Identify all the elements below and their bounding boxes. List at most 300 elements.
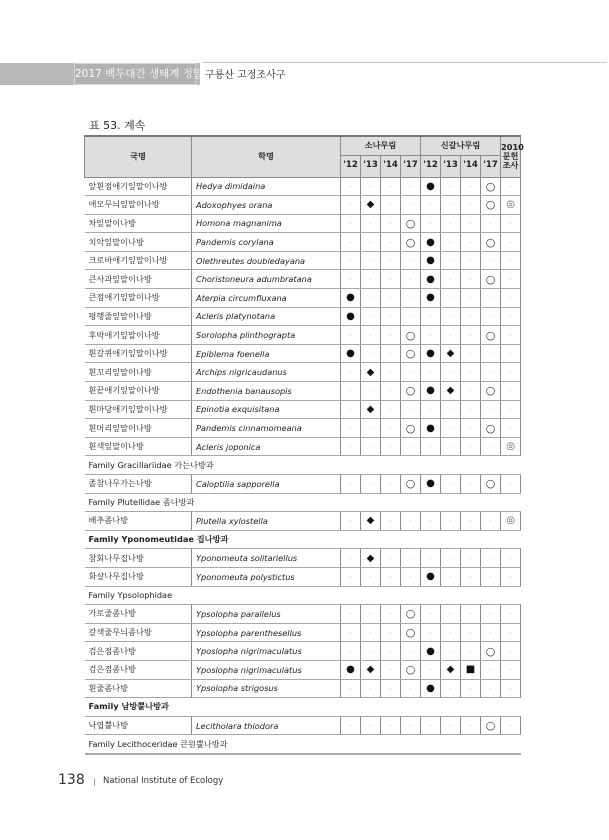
mark-cell — [381, 716, 401, 735]
filled-circle-icon: ● — [426, 422, 435, 434]
mark-cell — [421, 344, 441, 363]
filled-circle-icon: ● — [346, 664, 355, 676]
mark-cell — [381, 437, 401, 456]
none-mark: · — [429, 722, 432, 731]
none-mark: · — [349, 573, 352, 582]
none-mark: · — [409, 573, 412, 582]
mark-cell — [381, 214, 401, 233]
mark-cell — [461, 679, 481, 698]
none-mark: · — [509, 219, 512, 228]
mark-cell — [341, 326, 361, 345]
none-mark: · — [369, 573, 372, 582]
mark-cell — [361, 344, 381, 363]
scientific-name-cell: Choristoneura adumbratana — [192, 270, 341, 289]
none-mark: · — [509, 405, 512, 414]
col-header-pine-forest: 소나무림 — [341, 136, 421, 155]
mark-cell — [481, 214, 501, 233]
none-mark: · — [469, 201, 472, 210]
none-mark: · — [449, 238, 452, 247]
none-mark: · — [369, 610, 372, 619]
none-mark: · — [349, 443, 352, 452]
none-mark: · — [389, 257, 392, 266]
open-circle-icon: ○ — [405, 477, 416, 491]
mark-cell — [501, 605, 521, 624]
filled-circle-icon: ● — [426, 273, 435, 285]
none-mark: · — [509, 684, 512, 693]
mark-cell — [461, 475, 481, 494]
korean-name-cell: 앞흰점애기잎말이나방 — [85, 177, 192, 196]
filled-circle-icon: ● — [426, 255, 435, 267]
mark-cell — [501, 623, 521, 642]
filled-circle-icon: ● — [426, 645, 435, 657]
mark-cell — [481, 196, 501, 215]
none-mark: · — [469, 182, 472, 191]
mark-cell — [501, 233, 521, 252]
none-mark: · — [509, 350, 512, 359]
none-mark: · — [349, 629, 352, 638]
mark-cell — [361, 623, 381, 642]
none-mark: · — [349, 387, 352, 396]
none-mark: · — [509, 387, 512, 396]
korean-name-cell: 크로바애기잎말이나방 — [85, 251, 192, 270]
table-row — [85, 679, 521, 698]
year-header: '12 — [341, 155, 361, 177]
mark-cell — [361, 196, 381, 215]
none-mark: · — [389, 405, 392, 414]
scientific-name-cell: Ypsolopha parenthesellus — [192, 623, 341, 642]
family-label: Family Yponomeutidae 집나방과 — [85, 530, 521, 549]
scientific-name-cell: Yponomeuta solitariellus — [192, 549, 341, 568]
mark-cell — [401, 437, 421, 456]
none-mark: · — [409, 294, 412, 303]
table-row — [85, 716, 521, 735]
none-mark: · — [369, 331, 372, 340]
none-mark: · — [389, 647, 392, 656]
mark-cell — [401, 549, 421, 568]
mark-cell — [441, 567, 461, 586]
none-mark: · — [509, 331, 512, 340]
none-mark: · — [349, 219, 352, 228]
mark-cell — [481, 400, 501, 419]
scientific-name-cell: Acleris joponica — [192, 437, 341, 456]
mark-cell — [401, 177, 421, 196]
mark-cell — [421, 679, 441, 698]
none-mark: · — [349, 238, 352, 247]
mark-cell — [361, 233, 381, 252]
table-row — [85, 307, 521, 326]
korean-name-cell: 참회나무집나방 — [85, 549, 192, 568]
mark-cell — [381, 679, 401, 698]
lit-line-1: 2010 — [501, 141, 524, 152]
none-mark: · — [409, 275, 412, 284]
none-mark: · — [449, 610, 452, 619]
mark-cell — [481, 605, 501, 624]
mark-cell — [401, 660, 421, 679]
mark-cell — [481, 549, 501, 568]
mark-cell — [461, 177, 481, 196]
mark-cell — [421, 214, 441, 233]
none-mark: · — [409, 182, 412, 191]
mark-cell — [481, 363, 501, 382]
none-mark: · — [469, 387, 472, 396]
mark-cell — [421, 400, 441, 419]
mark-cell — [381, 623, 401, 642]
family-label: Family Ypsolophidae — [85, 586, 521, 605]
open-circle-icon: ○ — [485, 235, 496, 249]
table-row — [85, 177, 521, 196]
mark-cell — [441, 419, 461, 438]
none-mark: · — [449, 275, 452, 284]
mark-cell — [421, 196, 441, 215]
none-mark: · — [449, 443, 452, 452]
open-circle-icon: ○ — [405, 347, 416, 361]
mark-cell — [401, 307, 421, 326]
mark-cell — [421, 549, 441, 568]
mark-cell — [381, 344, 401, 363]
none-mark: · — [389, 387, 392, 396]
lit-line-3: 조사 — [502, 160, 519, 171]
none-mark: · — [469, 443, 472, 452]
none-mark: · — [389, 443, 392, 452]
scientific-name-cell: Plutella xylostella — [192, 512, 341, 531]
header-rule — [202, 62, 607, 63]
mark-cell — [461, 344, 481, 363]
none-mark: · — [389, 368, 392, 377]
family-row — [85, 698, 521, 717]
mark-cell — [421, 251, 441, 270]
mark-cell — [421, 363, 441, 382]
none-mark: · — [449, 368, 452, 377]
korean-name-cell: 낙엽뿔나방 — [85, 716, 192, 735]
mark-cell — [441, 400, 461, 419]
mark-cell — [341, 214, 361, 233]
korean-name-cell: 검은점좀나방 — [85, 660, 192, 679]
none-mark: · — [369, 443, 372, 452]
none-mark: · — [369, 294, 372, 303]
mark-cell — [481, 177, 501, 196]
mark-cell — [441, 642, 461, 661]
mark-cell — [481, 642, 501, 661]
filled-circle-icon: ● — [426, 682, 435, 694]
mark-cell — [361, 251, 381, 270]
mark-cell — [421, 307, 441, 326]
none-mark: · — [429, 517, 432, 526]
none-mark: · — [469, 554, 472, 563]
mark-cell — [341, 437, 361, 456]
filled-circle-icon: ● — [426, 478, 435, 490]
none-mark: · — [369, 219, 372, 228]
mark-cell — [461, 623, 481, 642]
korean-name-cell: 차잎말이나방 — [85, 214, 192, 233]
none-mark: · — [489, 554, 492, 563]
mark-cell — [341, 400, 361, 419]
family-row — [85, 586, 521, 605]
mark-cell — [401, 475, 421, 494]
mark-cell — [461, 605, 481, 624]
none-mark: · — [429, 201, 432, 210]
mark-cell — [361, 549, 381, 568]
mark-cell — [361, 419, 381, 438]
mark-cell — [481, 289, 501, 308]
none-mark: · — [429, 405, 432, 414]
mark-cell — [381, 419, 401, 438]
mark-cell — [461, 214, 481, 233]
mark-cell — [341, 344, 361, 363]
korean-name-cell: 흰끝애기잎말이나방 — [85, 382, 192, 401]
scientific-name-cell: Lecitholara thiodora — [192, 716, 341, 735]
mark-cell — [501, 642, 521, 661]
none-mark: · — [389, 294, 392, 303]
open-circle-icon: ○ — [405, 421, 416, 435]
none-mark: · — [449, 294, 452, 303]
mark-cell — [501, 679, 521, 698]
filled-circle-icon: ● — [426, 385, 435, 397]
mark-cell — [421, 382, 441, 401]
report-title: 2017 백두대간 생태계 정밀조사 — [74, 63, 196, 85]
none-mark: · — [509, 368, 512, 377]
mark-cell — [361, 382, 381, 401]
year-header: '12 — [421, 155, 441, 177]
none-mark: · — [389, 238, 392, 247]
mark-cell — [441, 679, 461, 698]
none-mark: · — [469, 294, 472, 303]
scientific-name-cell: Sorolopha plinthograpta — [192, 326, 341, 345]
none-mark: · — [469, 517, 472, 526]
mark-cell — [441, 270, 461, 289]
none-mark: · — [449, 629, 452, 638]
mark-cell — [501, 437, 521, 456]
mark-cell — [361, 716, 381, 735]
scientific-name-cell: Yposlopha nigrimaculatus — [192, 642, 341, 661]
mark-cell — [341, 660, 361, 679]
mark-cell — [341, 623, 361, 642]
none-mark: · — [509, 275, 512, 284]
none-mark: · — [409, 257, 412, 266]
open-circle-icon: ○ — [405, 235, 416, 249]
none-mark: · — [389, 629, 392, 638]
mark-cell — [421, 177, 441, 196]
scientific-name-cell: Hedya dimidaina — [192, 177, 341, 196]
filled-circle-icon: ● — [346, 310, 355, 322]
mark-cell — [461, 660, 481, 679]
mark-cell — [361, 400, 381, 419]
mark-cell — [401, 567, 421, 586]
diamond-icon: ◆ — [366, 664, 375, 676]
family-row — [85, 530, 521, 549]
year-header: '14 — [461, 155, 481, 177]
mark-cell — [341, 382, 361, 401]
none-mark: · — [449, 517, 452, 526]
filled-circle-icon: ● — [426, 571, 435, 583]
scientific-name-cell: Archips nigricaudanus — [192, 363, 341, 382]
table-row — [85, 660, 521, 679]
mark-cell — [501, 307, 521, 326]
none-mark: · — [469, 722, 472, 731]
none-mark: · — [469, 312, 472, 321]
scientific-name-cell: Caloptilia sapporella — [192, 475, 341, 494]
filled-circle-icon: ● — [426, 236, 435, 248]
none-mark: · — [349, 182, 352, 191]
mark-cell — [501, 716, 521, 735]
family-row — [85, 493, 521, 512]
mark-cell — [441, 363, 461, 382]
none-mark: · — [389, 573, 392, 582]
none-mark: · — [469, 331, 472, 340]
none-mark: · — [449, 722, 452, 731]
mark-cell — [461, 270, 481, 289]
none-mark: · — [509, 610, 512, 619]
mark-cell — [361, 679, 381, 698]
mark-cell — [461, 567, 481, 586]
mark-cell — [341, 475, 361, 494]
mark-cell — [381, 233, 401, 252]
mark-cell — [421, 660, 441, 679]
double-circle-icon: ◎ — [506, 515, 515, 527]
none-mark: · — [469, 219, 472, 228]
none-mark: · — [489, 573, 492, 582]
scientific-name-cell: Epiblema foenella — [192, 344, 341, 363]
footer-organization: National Institute of Ecology — [103, 776, 224, 786]
scientific-name-cell: Olethreutes doubledayana — [192, 251, 341, 270]
open-circle-icon: ○ — [485, 198, 496, 212]
none-mark: · — [449, 331, 452, 340]
none-mark: · — [449, 480, 452, 489]
korean-name-cell: 화살나무집나방 — [85, 567, 192, 586]
none-mark: · — [429, 629, 432, 638]
none-mark: · — [369, 312, 372, 321]
mark-cell — [341, 251, 361, 270]
mark-cell — [381, 251, 401, 270]
mark-cell — [341, 512, 361, 531]
none-mark: · — [369, 684, 372, 693]
mark-cell — [361, 289, 381, 308]
scientific-name-cell: Aterpia circumfluxana — [192, 289, 341, 308]
mark-cell — [361, 660, 381, 679]
mark-cell — [361, 437, 381, 456]
mark-cell — [481, 307, 501, 326]
none-mark: · — [409, 684, 412, 693]
table-row — [85, 270, 521, 289]
table-row — [85, 642, 521, 661]
mark-cell — [361, 326, 381, 345]
none-mark: · — [449, 647, 452, 656]
mark-cell — [401, 214, 421, 233]
open-circle-icon: ○ — [405, 384, 416, 398]
mark-cell — [461, 419, 481, 438]
korean-name-cell: 검은점좀나방 — [85, 642, 192, 661]
scientific-name-cell: Adoxophyes orana — [192, 196, 341, 215]
korean-name-cell: 가로줄좀나방 — [85, 605, 192, 624]
none-mark: · — [509, 722, 512, 731]
none-mark: · — [509, 424, 512, 433]
open-circle-icon: ○ — [485, 477, 496, 491]
none-mark: · — [429, 219, 432, 228]
scientific-name-cell: Pandemis cinnamomeana — [192, 419, 341, 438]
mark-cell — [381, 270, 401, 289]
mark-cell — [341, 196, 361, 215]
none-mark: · — [409, 554, 412, 563]
mark-cell — [481, 326, 501, 345]
year-header: '17 — [401, 155, 421, 177]
none-mark: · — [369, 647, 372, 656]
none-mark: · — [389, 424, 392, 433]
mark-cell — [461, 289, 481, 308]
mark-cell — [501, 214, 521, 233]
none-mark: · — [509, 312, 512, 321]
table-row — [85, 289, 521, 308]
open-circle-icon: ○ — [405, 663, 416, 677]
none-mark: · — [469, 275, 472, 284]
none-mark: · — [469, 610, 472, 619]
table-row — [85, 326, 521, 345]
scientific-name-cell: Ypsolopha strigosus — [192, 679, 341, 698]
mark-cell — [381, 177, 401, 196]
mark-cell — [341, 642, 361, 661]
none-mark: · — [489, 443, 492, 452]
mark-cell — [501, 382, 521, 401]
mark-cell — [461, 512, 481, 531]
page-number: 138 — [58, 772, 85, 788]
none-mark: · — [409, 722, 412, 731]
double-circle-icon: ◎ — [506, 441, 515, 453]
diamond-icon: ◆ — [446, 385, 455, 397]
none-mark: · — [389, 219, 392, 228]
mark-cell — [481, 419, 501, 438]
mark-cell — [441, 512, 461, 531]
mark-cell — [441, 289, 461, 308]
mark-cell — [421, 567, 441, 586]
none-mark: · — [409, 405, 412, 414]
mark-cell — [481, 251, 501, 270]
none-mark: · — [349, 722, 352, 731]
mark-cell — [461, 382, 481, 401]
mark-cell — [481, 716, 501, 735]
mark-cell — [401, 363, 421, 382]
mark-cell — [401, 623, 421, 642]
none-mark: · — [449, 684, 452, 693]
diamond-icon: ◆ — [366, 515, 375, 527]
mark-cell — [461, 326, 481, 345]
open-circle-icon: ○ — [405, 607, 416, 621]
mark-cell — [481, 437, 501, 456]
none-mark: · — [349, 201, 352, 210]
mark-cell — [341, 363, 361, 382]
mark-cell — [441, 326, 461, 345]
open-circle-icon: ○ — [405, 626, 416, 640]
mark-cell — [341, 177, 361, 196]
table-row — [85, 344, 521, 363]
footer-separator: | — [93, 777, 96, 786]
none-mark: · — [369, 238, 372, 247]
mark-cell — [501, 400, 521, 419]
diamond-icon: ◆ — [366, 366, 375, 378]
mark-cell — [441, 437, 461, 456]
none-mark: · — [389, 331, 392, 340]
mark-cell — [501, 660, 521, 679]
mark-cell — [421, 623, 441, 642]
none-mark: · — [389, 350, 392, 359]
scientific-name-cell: Pandemis corylana — [192, 233, 341, 252]
none-mark: · — [429, 368, 432, 377]
none-mark: · — [509, 629, 512, 638]
none-mark: · — [469, 350, 472, 359]
diamond-icon: ◆ — [366, 552, 375, 564]
mark-cell — [381, 196, 401, 215]
korean-name-cell: 배추좀나방 — [85, 512, 192, 531]
mark-cell — [341, 679, 361, 698]
filled-circle-icon: ● — [426, 180, 435, 192]
mark-cell — [401, 679, 421, 698]
